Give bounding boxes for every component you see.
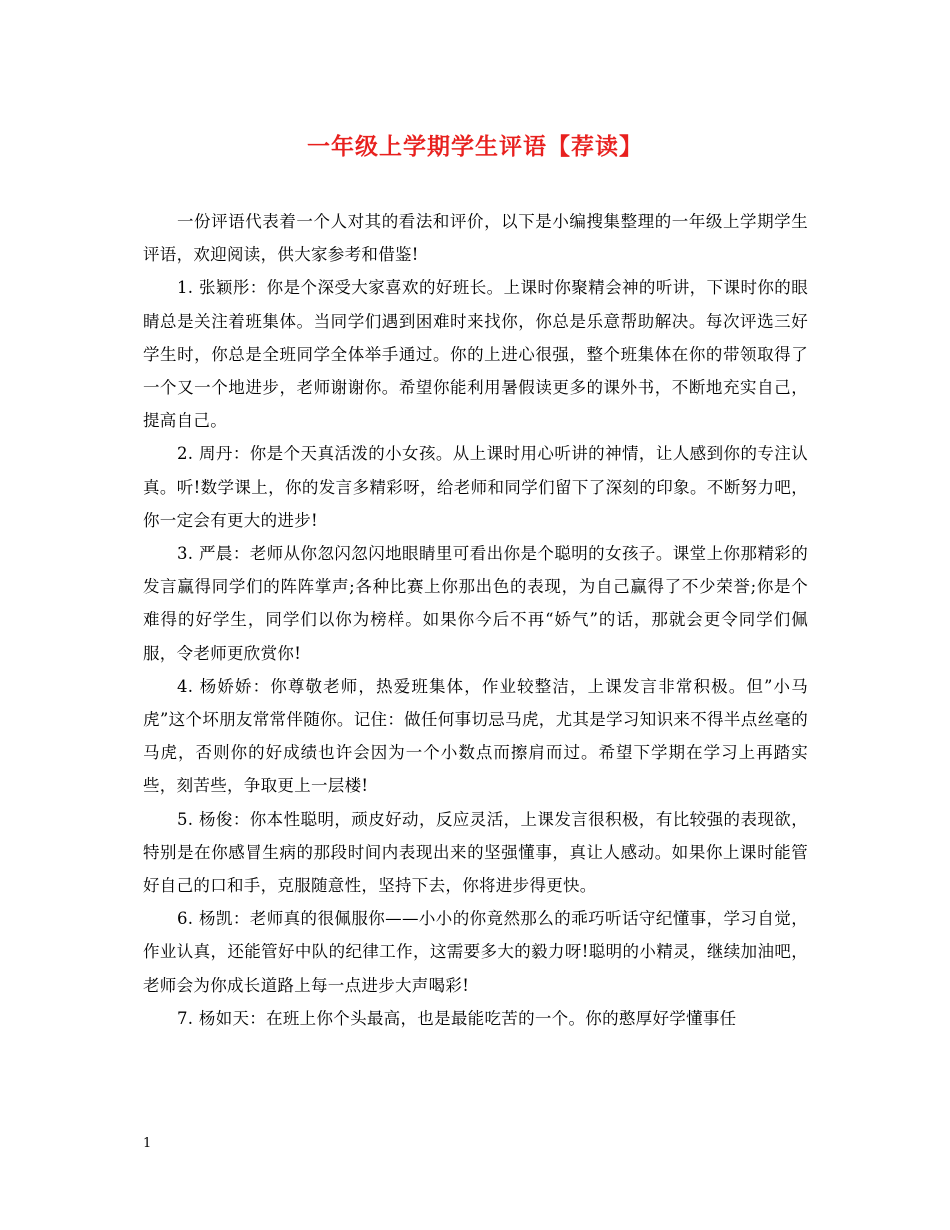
comment-paragraph-2: 2. 周丹：你是个天真活泼的小女孩。从上课时用心听讲的神情，让人感到你的专注认真。听!数学课上，你的发言多精彩呀，给老师和同学们留下了深刻的印象。不断努力吧，你一定会有更大的进步! [143, 444, 808, 530]
document-title: 一年级上学期学生评语【荐读】 [307, 133, 643, 160]
document-body [143, 205, 808, 1035]
comment-paragraph-6: 6. 杨凯：老师真的很佩服你——小小的你竟然那么的乖巧听话守纪懂事，学习自觉，作业认真，还能管好中队的纪律工作，这需要多大的毅力呀!聪明的小精灵，继续加油吧，老师会为你成长道路上每一点进步大声喝彩! [143, 909, 808, 995]
comment-paragraph-5: 5. 杨俊：你本性聪明，顽皮好动，反应灵活，上课发言很积极，有比较强的表现欲，特别是在你感冒生病的那段时间内表现出来的坚强懂事，真让人感动。如果你上课时能管好自己的口和手，克服随意性，坚持下去，你将进步得更快。 [143, 809, 808, 896]
comment-paragraph-4: 4. 杨娇娇：你尊敬老师，热爱班集体，作业较整洁，上课发言非常积极。但”小马虎”这个坏朋友常常伴随你。记住：做任何事切忌马虎，尤其是学习知识来不得半点丝毫的马虎，否则你的好成绩也许会因为一个小数点而擦肩而过。希望下学期在学习上再踏实些，刻苦些，争取更上一层楼! [143, 676, 808, 796]
comment-paragraph-3: 3. 严晨：老师从你忽闪忽闪地眼睛里可看出你是个聪明的女孩子。课堂上你那精彩的发言赢得同学们的阵阵掌声;各种比赛上你那出色的表现，为自己赢得了不少荣誉;你是个难得的好学生，同学们以你为榜样。如果你今后不再“娇气”的话，那就会更令同学们佩服，令老师更欣赏你! [143, 544, 808, 663]
comment-paragraph-1: 1. 张颖彤：你是个深受大家喜欢的好班长。上课时你聚精会神的听讲，下课时你的眼睛总是关注着班集体。当同学们遇到困难时来找你，你总是乐意帮助解决。每次评选三好学生时，你总是全班同学全体举手通过。你的上进心很强，整个班集体在你的带领取得了一个又一个地进步，老师谢谢你。希望你能利用暑假读更多的课外书，不断地充实自己，提高自己。 [143, 278, 808, 431]
intro-paragraph: 一份评语代表着一个人对其的看法和评价，以下是小编搜集整理的一年级上学期学生评语，欢迎阅读，供大家参考和借鉴! [143, 212, 808, 265]
page-number: 1 [143, 1136, 152, 1151]
comment-paragraph-7: 7. 杨如天：在班上你个头最高，也是最能吃苦的一个。你的憨厚好学懂事任 [177, 1008, 737, 1028]
